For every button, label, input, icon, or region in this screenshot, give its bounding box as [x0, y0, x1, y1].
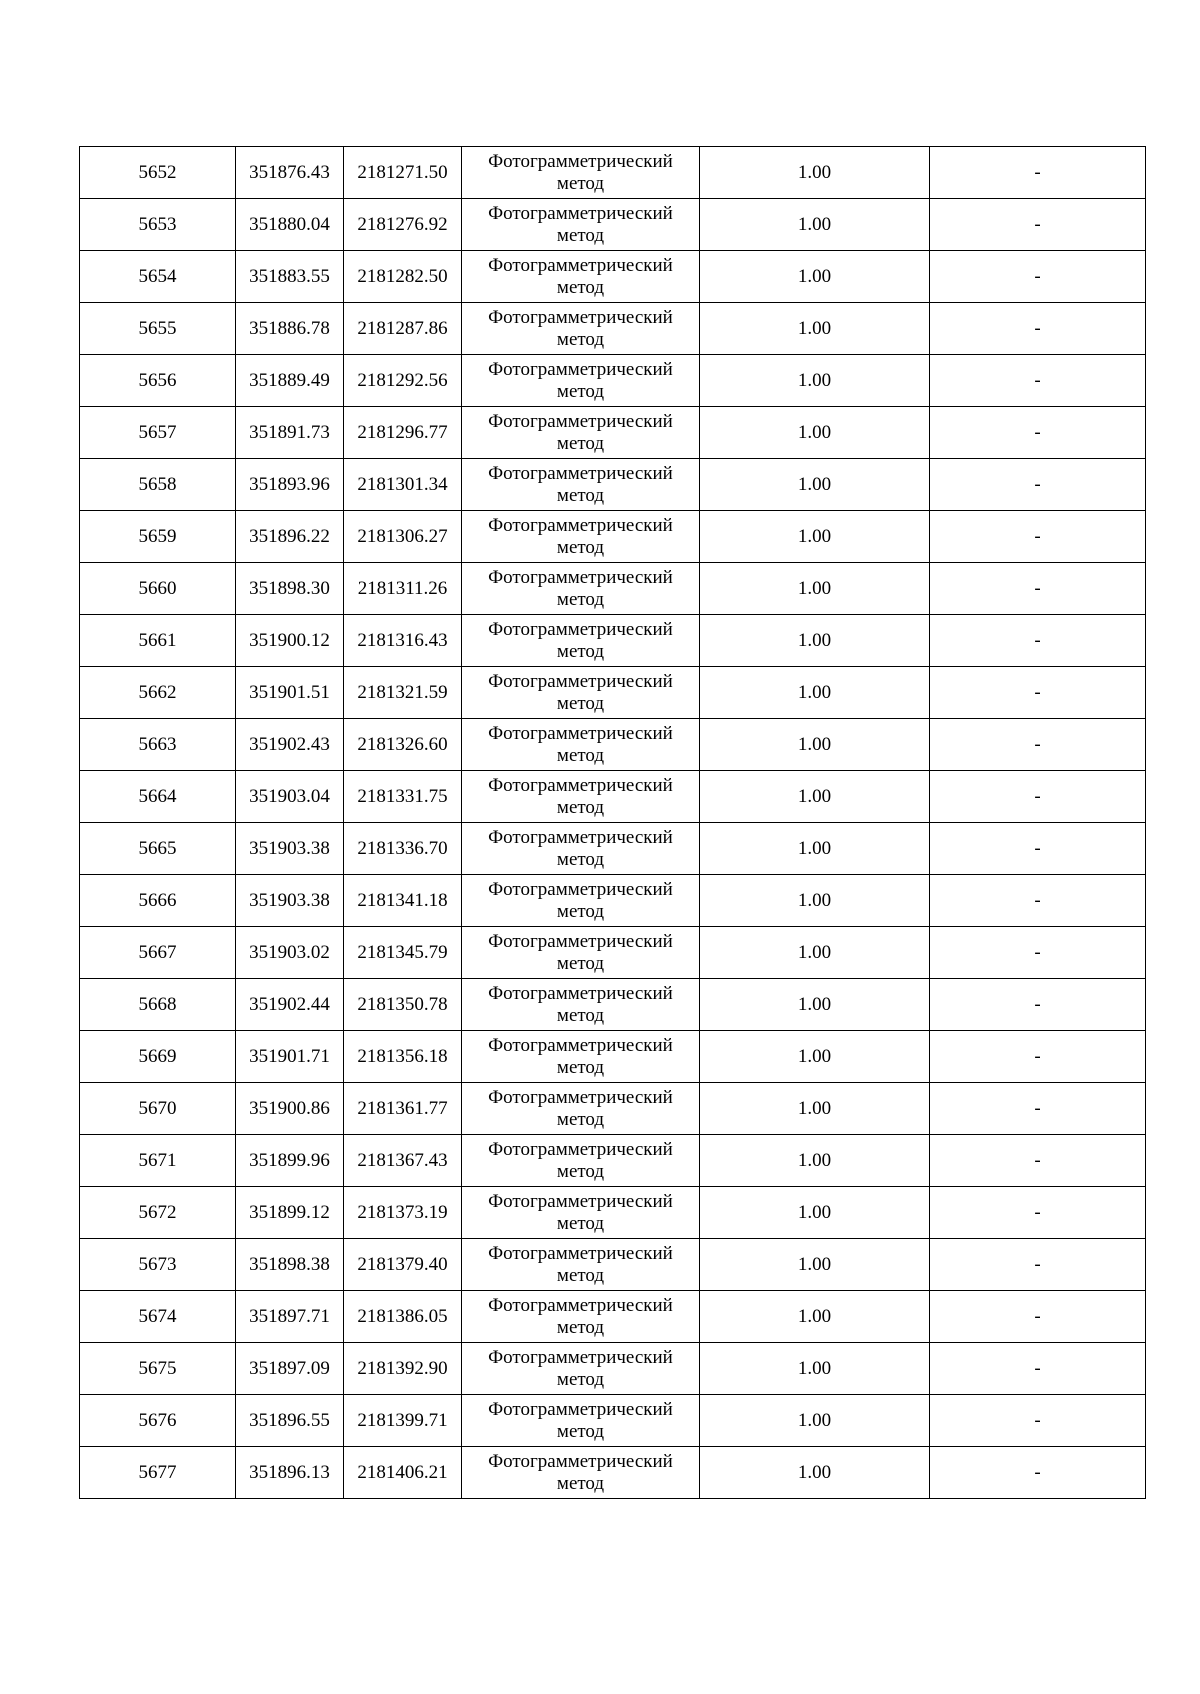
note-cell: -: [930, 667, 1146, 719]
method-cell: [462, 1239, 700, 1291]
table-row: [80, 927, 1146, 979]
method-line-2: метод: [556, 380, 605, 402]
x-coordinate-cell: 351899.96: [236, 1135, 344, 1187]
table-row: [80, 251, 1146, 303]
note-cell: -: [930, 407, 1146, 459]
table-row: [80, 979, 1146, 1031]
x-coordinate-cell: 351896.13: [236, 1447, 344, 1499]
accuracy-cell: 1.00: [700, 1083, 930, 1135]
table-row: [80, 563, 1146, 615]
table-row: [80, 1083, 1146, 1135]
x-coordinate-cell: 351900.86: [236, 1083, 344, 1135]
note-cell: -: [930, 511, 1146, 563]
method-line-1: Фотограмметрический: [488, 358, 673, 380]
method-line-2: метод: [556, 1264, 605, 1286]
method-line-1: Фотограмметрический: [488, 1242, 673, 1264]
method-line-1: Фотограмметрический: [488, 1294, 673, 1316]
table-row: [80, 1135, 1146, 1187]
x-coordinate-cell: 351898.38: [236, 1239, 344, 1291]
method-line-2: метод: [556, 848, 605, 870]
method-line-1: Фотограмметрический: [488, 1346, 673, 1368]
method-cell: [462, 563, 700, 615]
method-line-1: Фотограмметрический: [488, 254, 673, 276]
point-number-cell: 5658: [80, 459, 236, 511]
y-coordinate-cell: 2181326.60: [344, 719, 462, 771]
x-coordinate-cell: 351891.73: [236, 407, 344, 459]
method-cell: [462, 511, 700, 563]
y-coordinate-cell: 2181316.43: [344, 615, 462, 667]
table-row: [80, 823, 1146, 875]
y-coordinate-cell: 2181361.77: [344, 1083, 462, 1135]
method-cell: [462, 1291, 700, 1343]
method-line-2: метод: [556, 952, 605, 974]
y-coordinate-cell: 2181292.56: [344, 355, 462, 407]
y-coordinate-cell: 2181350.78: [344, 979, 462, 1031]
point-number-cell: 5674: [80, 1291, 236, 1343]
y-coordinate-cell: 2181373.19: [344, 1187, 462, 1239]
point-number-cell: 5672: [80, 1187, 236, 1239]
x-coordinate-cell: 351900.12: [236, 615, 344, 667]
method-line-1: Фотограмметрический: [488, 1398, 673, 1420]
method-cell: [462, 1187, 700, 1239]
point-number-cell: 5669: [80, 1031, 236, 1083]
table-row: [80, 407, 1146, 459]
method-cell: [462, 1343, 700, 1395]
point-number-cell: 5660: [80, 563, 236, 615]
y-coordinate-cell: 2181399.71: [344, 1395, 462, 1447]
note-cell: -: [930, 563, 1146, 615]
method-line-1: Фотограмметрический: [488, 670, 673, 692]
y-coordinate-cell: 2181406.21: [344, 1447, 462, 1499]
point-number-cell: 5659: [80, 511, 236, 563]
note-cell: -: [930, 1395, 1146, 1447]
x-coordinate-cell: 351896.22: [236, 511, 344, 563]
y-coordinate-cell: 2181311.26: [344, 563, 462, 615]
note-cell: -: [930, 615, 1146, 667]
y-coordinate-cell: 2181276.92: [344, 199, 462, 251]
accuracy-cell: 1.00: [700, 1135, 930, 1187]
method-line-1: Фотограмметрический: [488, 1034, 673, 1056]
x-coordinate-cell: 351902.43: [236, 719, 344, 771]
note-cell: -: [930, 1135, 1146, 1187]
method-line-2: метод: [556, 276, 605, 298]
method-line-2: метод: [556, 536, 605, 558]
coordinates-table-body: [80, 147, 1146, 1499]
accuracy-cell: 1.00: [700, 979, 930, 1031]
point-number-cell: 5667: [80, 927, 236, 979]
table-row: [80, 303, 1146, 355]
point-number-cell: 5673: [80, 1239, 236, 1291]
method-line-2: метод: [556, 1056, 605, 1078]
y-coordinate-cell: 2181367.43: [344, 1135, 462, 1187]
x-coordinate-cell: 351903.38: [236, 875, 344, 927]
method-cell: [462, 667, 700, 719]
accuracy-cell: 1.00: [700, 147, 930, 199]
method-cell: [462, 355, 700, 407]
method-line-2: метод: [556, 1160, 605, 1182]
point-number-cell: 5675: [80, 1343, 236, 1395]
x-coordinate-cell: 351893.96: [236, 459, 344, 511]
point-number-cell: 5677: [80, 1447, 236, 1499]
accuracy-cell: 1.00: [700, 667, 930, 719]
note-cell: -: [930, 875, 1146, 927]
method-line-1: Фотограмметрический: [488, 410, 673, 432]
method-line-1: Фотограмметрический: [488, 150, 673, 172]
method-line-1: Фотограмметрический: [488, 722, 673, 744]
table-row: [80, 615, 1146, 667]
method-cell: [462, 719, 700, 771]
y-coordinate-cell: 2181345.79: [344, 927, 462, 979]
note-cell: -: [930, 1343, 1146, 1395]
accuracy-cell: 1.00: [700, 927, 930, 979]
method-cell: [462, 875, 700, 927]
method-cell: [462, 199, 700, 251]
accuracy-cell: 1.00: [700, 1031, 930, 1083]
x-coordinate-cell: 351898.30: [236, 563, 344, 615]
accuracy-cell: 1.00: [700, 511, 930, 563]
table-row: [80, 667, 1146, 719]
method-line-2: метод: [556, 1368, 605, 1390]
table-row: [80, 1395, 1146, 1447]
table-row: [80, 875, 1146, 927]
y-coordinate-cell: 2181331.75: [344, 771, 462, 823]
note-cell: -: [930, 199, 1146, 251]
method-line-1: Фотограмметрический: [488, 774, 673, 796]
method-line-1: Фотограмметрический: [488, 982, 673, 1004]
method-line-2: метод: [556, 328, 605, 350]
method-line-2: метод: [556, 224, 605, 246]
y-coordinate-cell: 2181271.50: [344, 147, 462, 199]
note-cell: -: [930, 251, 1146, 303]
y-coordinate-cell: 2181392.90: [344, 1343, 462, 1395]
note-cell: -: [930, 1187, 1146, 1239]
x-coordinate-cell: 351883.55: [236, 251, 344, 303]
method-line-2: метод: [556, 432, 605, 454]
method-line-2: метод: [556, 796, 605, 818]
method-line-2: метод: [556, 640, 605, 662]
table-row: [80, 1187, 1146, 1239]
method-line-2: метод: [556, 1108, 605, 1130]
y-coordinate-cell: 2181379.40: [344, 1239, 462, 1291]
method-line-1: Фотограмметрический: [488, 306, 673, 328]
accuracy-cell: 1.00: [700, 251, 930, 303]
accuracy-cell: 1.00: [700, 355, 930, 407]
method-line-1: Фотограмметрический: [488, 566, 673, 588]
method-line-1: Фотограмметрический: [488, 202, 673, 224]
table-row: [80, 1239, 1146, 1291]
accuracy-cell: 1.00: [700, 1291, 930, 1343]
method-line-1: Фотограмметрический: [488, 1138, 673, 1160]
point-number-cell: 5653: [80, 199, 236, 251]
method-line-2: метод: [556, 588, 605, 610]
method-line-1: Фотограмметрический: [488, 514, 673, 536]
accuracy-cell: 1.00: [700, 823, 930, 875]
note-cell: -: [930, 1031, 1146, 1083]
note-cell: -: [930, 1083, 1146, 1135]
method-line-2: метод: [556, 1212, 605, 1234]
method-line-1: Фотограмметрический: [488, 1190, 673, 1212]
accuracy-cell: 1.00: [700, 199, 930, 251]
y-coordinate-cell: 2181356.18: [344, 1031, 462, 1083]
table-row: [80, 1447, 1146, 1499]
note-cell: -: [930, 927, 1146, 979]
y-coordinate-cell: 2181301.34: [344, 459, 462, 511]
y-coordinate-cell: 2181321.59: [344, 667, 462, 719]
accuracy-cell: 1.00: [700, 563, 930, 615]
method-line-1: Фотограмметрический: [488, 618, 673, 640]
accuracy-cell: 1.00: [700, 771, 930, 823]
table-row: [80, 719, 1146, 771]
table-row: [80, 771, 1146, 823]
x-coordinate-cell: 351903.04: [236, 771, 344, 823]
x-coordinate-cell: 351903.38: [236, 823, 344, 875]
point-number-cell: 5655: [80, 303, 236, 355]
note-cell: -: [930, 1447, 1146, 1499]
x-coordinate-cell: 351886.78: [236, 303, 344, 355]
x-coordinate-cell: 351880.04: [236, 199, 344, 251]
method-cell: [462, 251, 700, 303]
x-coordinate-cell: 351903.02: [236, 927, 344, 979]
point-number-cell: 5664: [80, 771, 236, 823]
note-cell: -: [930, 823, 1146, 875]
y-coordinate-cell: 2181336.70: [344, 823, 462, 875]
accuracy-cell: 1.00: [700, 1395, 930, 1447]
note-cell: -: [930, 719, 1146, 771]
method-cell: [462, 459, 700, 511]
method-line-1: Фотограмметрический: [488, 1450, 673, 1472]
accuracy-cell: 1.00: [700, 875, 930, 927]
method-line-2: метод: [556, 1420, 605, 1442]
x-coordinate-cell: 351897.09: [236, 1343, 344, 1395]
note-cell: -: [930, 979, 1146, 1031]
table-row: [80, 1343, 1146, 1395]
table-row: [80, 355, 1146, 407]
method-cell: [462, 1135, 700, 1187]
method-cell: [462, 1031, 700, 1083]
y-coordinate-cell: 2181386.05: [344, 1291, 462, 1343]
accuracy-cell: 1.00: [700, 1447, 930, 1499]
table-row: [80, 511, 1146, 563]
point-number-cell: 5657: [80, 407, 236, 459]
table-row: [80, 459, 1146, 511]
coordinates-table: [79, 146, 1146, 1499]
point-number-cell: 5665: [80, 823, 236, 875]
x-coordinate-cell: 351897.71: [236, 1291, 344, 1343]
method-line-2: метод: [556, 484, 605, 506]
note-cell: -: [930, 355, 1146, 407]
method-line-1: Фотограмметрический: [488, 462, 673, 484]
method-cell: [462, 147, 700, 199]
method-line-2: метод: [556, 1316, 605, 1338]
y-coordinate-cell: 2181296.77: [344, 407, 462, 459]
point-number-cell: 5668: [80, 979, 236, 1031]
method-line-2: метод: [556, 744, 605, 766]
x-coordinate-cell: 351901.71: [236, 1031, 344, 1083]
method-line-2: метод: [556, 1004, 605, 1026]
accuracy-cell: 1.00: [700, 459, 930, 511]
x-coordinate-cell: 351896.55: [236, 1395, 344, 1447]
method-line-1: Фотограмметрический: [488, 930, 673, 952]
accuracy-cell: 1.00: [700, 1187, 930, 1239]
method-line-2: метод: [556, 172, 605, 194]
note-cell: -: [930, 1239, 1146, 1291]
method-line-1: Фотограмметрический: [488, 878, 673, 900]
method-line-2: метод: [556, 1472, 605, 1494]
point-number-cell: 5652: [80, 147, 236, 199]
method-line-2: метод: [556, 900, 605, 922]
point-number-cell: 5663: [80, 719, 236, 771]
table-row: [80, 1031, 1146, 1083]
accuracy-cell: 1.00: [700, 615, 930, 667]
accuracy-cell: 1.00: [700, 719, 930, 771]
note-cell: -: [930, 459, 1146, 511]
x-coordinate-cell: 351876.43: [236, 147, 344, 199]
x-coordinate-cell: 351899.12: [236, 1187, 344, 1239]
method-line-2: метод: [556, 692, 605, 714]
method-cell: [462, 927, 700, 979]
table-row: [80, 147, 1146, 199]
y-coordinate-cell: 2181341.18: [344, 875, 462, 927]
point-number-cell: 5666: [80, 875, 236, 927]
point-number-cell: 5654: [80, 251, 236, 303]
y-coordinate-cell: 2181282.50: [344, 251, 462, 303]
y-coordinate-cell: 2181287.86: [344, 303, 462, 355]
accuracy-cell: 1.00: [700, 1239, 930, 1291]
method-cell: [462, 1083, 700, 1135]
table-row: [80, 199, 1146, 251]
y-coordinate-cell: 2181306.27: [344, 511, 462, 563]
x-coordinate-cell: 351902.44: [236, 979, 344, 1031]
note-cell: -: [930, 1291, 1146, 1343]
method-cell: [462, 1395, 700, 1447]
method-cell: [462, 771, 700, 823]
method-cell: [462, 407, 700, 459]
method-cell: [462, 1447, 700, 1499]
method-cell: [462, 823, 700, 875]
x-coordinate-cell: 351901.51: [236, 667, 344, 719]
accuracy-cell: 1.00: [700, 303, 930, 355]
point-number-cell: 5676: [80, 1395, 236, 1447]
note-cell: -: [930, 147, 1146, 199]
accuracy-cell: 1.00: [700, 407, 930, 459]
point-number-cell: 5661: [80, 615, 236, 667]
point-number-cell: 5662: [80, 667, 236, 719]
point-number-cell: 5656: [80, 355, 236, 407]
point-number-cell: 5670: [80, 1083, 236, 1135]
method-line-1: Фотограмметрический: [488, 826, 673, 848]
accuracy-cell: 1.00: [700, 1343, 930, 1395]
note-cell: -: [930, 303, 1146, 355]
method-cell: [462, 615, 700, 667]
point-number-cell: 5671: [80, 1135, 236, 1187]
x-coordinate-cell: 351889.49: [236, 355, 344, 407]
method-line-1: Фотограмметрический: [488, 1086, 673, 1108]
method-cell: [462, 979, 700, 1031]
method-cell: [462, 303, 700, 355]
note-cell: -: [930, 771, 1146, 823]
table-row: [80, 1291, 1146, 1343]
